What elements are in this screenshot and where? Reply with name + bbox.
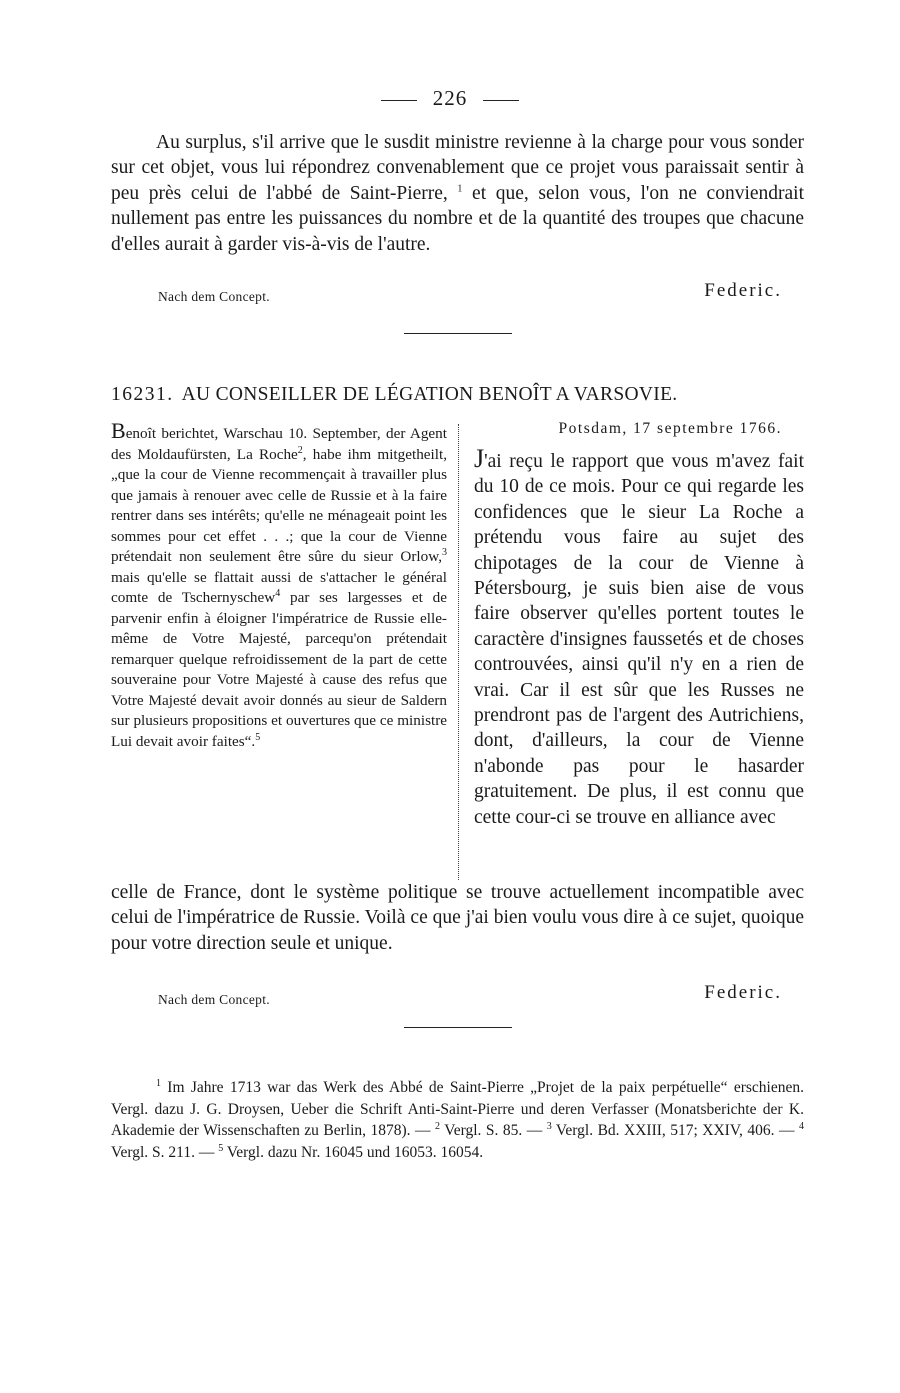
letter-title: AU CONSEILLER DE LÉGATION BENOÎT A VARSOVIE. [181, 384, 678, 405]
header-dash-left [381, 100, 417, 101]
intro-text: Au surplus, s'il arrive que le susdit ministre revienne à la charge pour vous sonder sur cet objet, vous lui répondrez convenablement que ce projet vous paraissait sentir à peu près celui de l'abbé de Saint-Pierre, [111, 132, 804, 204]
body-column-text: 'ai reçu le rapport que vous m'avez fait du 10 de ce mois. Pour ce qui regarde les confidences que le sieur La Roche a prétendu vous faire au sujet des chipotages de la cour de Vienne à Pétersbourg, je suis bien aise de vous faire observer qu'elles portent toutes le caractère d'insignes faussetés et de choses controuvées, ainsi qu'il n'y en a rien de vrai. Car il est sûr que les Russes ne prendront pas de l'argent des Autrichiens, dont, d'ailleurs, la cour de Vienne n'abonde pas pour le hasarder gratuitement. De plus, il est connu que cette cour-ci se trouve en alliance avec [474, 451, 804, 828]
footnote-mark-5: 5 [218, 1142, 224, 1154]
summary-text-4: par ses largesses et de parvenir enfin à éloigner l'impératrice de Russie elle-même de Votre Majesté, parcequ'on prétendait remarquer quelque refroidissement de la part de cette souveraine pour Votre Majesté à cause des refus que Votre Majesté devait avoir donnés au sieur de Saldern sur plusieurs propositions et ouvertures que ce ministre Lui devait avoir faites“. [111, 589, 447, 750]
footnote-text-1: Im Jahre 1713 war das Werk des Abbé de Saint-Pierre „Projet de la paix perpétuelle“ erschienen. Vergl. dazu J. G. Droysen, Ueber die Schrift Anti-Saint-Pierre und deren Verfasser (Monatsberichte der K. Akademie der Wissenschaften zu Berlin, 1878). — [111, 1079, 804, 1140]
letter-source: Nach dem Concept. [158, 992, 270, 1007]
page-number: 226 [432, 86, 468, 110]
letter-dateline: Potsdam, 17 septembre 1766. [558, 420, 782, 437]
footnote-ref-4: 4 [275, 587, 281, 599]
footnote-text-3: Vergl. Bd. XXIII, 517; XXIV, 406. — [551, 1122, 799, 1140]
footnote-mark-2: 2 [435, 1121, 441, 1133]
intro-source: Nach dem Concept. [158, 289, 270, 304]
footnotes [111, 1077, 804, 1163]
footnote-text-2: Vergl. S. 85. — [440, 1122, 547, 1140]
section-rule-2 [404, 1027, 512, 1028]
footnote-mark-1: 1 [156, 1077, 161, 1089]
footnote-text-4: Vergl. S. 211. — [111, 1143, 219, 1161]
footnote-ref-3: 3 [442, 546, 447, 558]
summary-text-2: , habe ihm mitgetheilt, „que la cour de Vienne recommençait à travailler plus que jamais à renouer avec celle de Russie et à la faire rentrer dans ses intérêts; qu'elle ne ménageait point les sommes pour cet effet . . .; que la cour de Vienne prétendait non seulement être sûre du sieur Orlow, [111, 445, 447, 565]
letter-heading [111, 384, 804, 406]
letter-summary [111, 420, 447, 752]
footnote-text-5: Vergl. dazu Nr. 16045 und 16053. 16054. [223, 1143, 484, 1161]
column-separator [458, 424, 459, 880]
letter-body-full [111, 880, 804, 956]
header-dash-right [483, 100, 519, 101]
footnote-ref-2: 2 [297, 444, 303, 456]
body-full-text: celle de France, dont le système politique se trouve actuellement incompatible avec celui de l'impératrice de Russie. Voilà ce que j'ai bien voulu vous dire à ce sujet, quoique pour votre direction seule et unique. [111, 882, 804, 954]
footnote-ref-5: 5 [255, 731, 261, 743]
section-rule-1 [404, 333, 512, 334]
intro-paragraph [111, 130, 804, 257]
letter-signature: Federic. [704, 982, 782, 1003]
footnote-mark-4: 4 [799, 1121, 804, 1133]
body-initial: J [474, 444, 485, 473]
intro-text-after: et que, selon vous, l'on ne conviendrait nullement pas entre les puissances du nombre et de la quantité des troupes que chacune d'elles aurait à garder vis-à-vis de l'autre. [111, 182, 805, 255]
intro-signature: Federic. [704, 280, 782, 301]
footnote-mark-3: 3 [546, 1121, 552, 1133]
letter-number: 16231. [111, 384, 174, 405]
page-header [0, 86, 900, 111]
letter-body-column [474, 446, 804, 830]
summary-dropcap: B [111, 418, 126, 443]
footnote-ref-1: 1 [457, 183, 463, 195]
summary-text-1: enoît berichtet, Warschau 10. September, der Agent des Moldaufürsten, La Roche [111, 425, 447, 463]
summary-text-3: mais qu'elle se flattait aussi de s'attacher le général comte de Tschernyschew [111, 568, 447, 606]
